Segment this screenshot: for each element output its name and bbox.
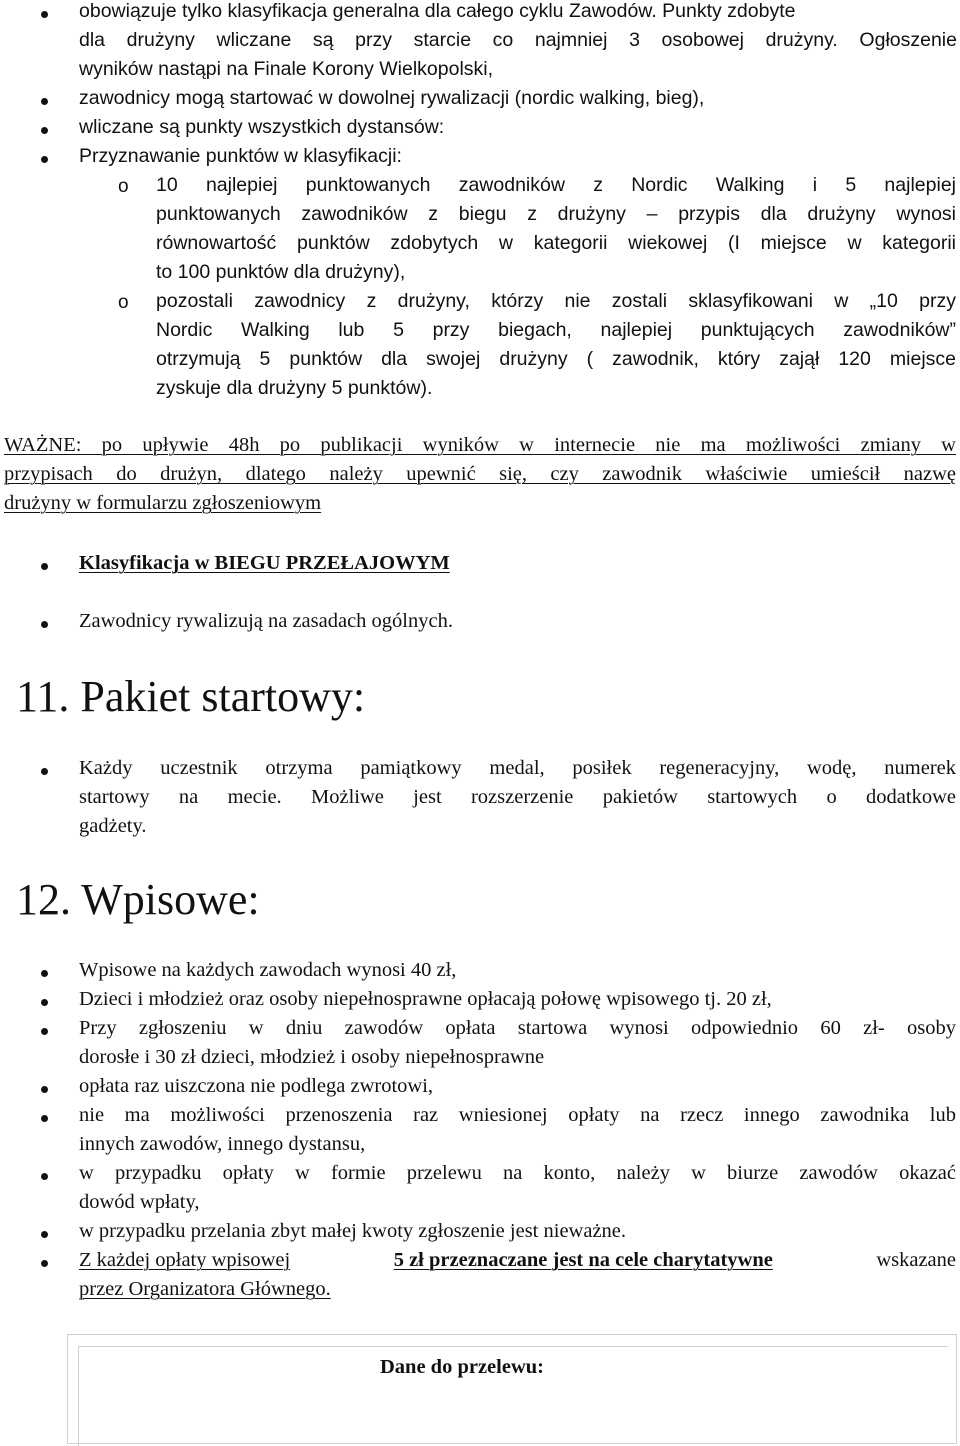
fee-item: innych zawodów, innego dystansu, [79,1133,366,1155]
section-11-text: startowy na mecie. Możliwe jest rozszerzenie pakietów startowych o dodatkowe [79,786,956,808]
bullet-icon [41,621,48,628]
bullet-icon [41,1260,48,1267]
fee-item: nie ma możliwości przenoszenia raz wniesionej opłaty na rzecz innego zawodnika lub [79,1104,956,1126]
fee-item: w przypadku przelania zbyt małej kwoty zgłoszenie jest nieważne. [79,1220,627,1242]
bullet-icon [41,563,48,570]
bullet-icon [41,98,48,105]
fee-item: w przypadku opłaty w formie przelewu na konto, należy w biurze zawodów okazać [79,1162,956,1184]
bullet-icon [41,1231,48,1238]
list-item-text: zawodnicy mogą startować w dowolnej rywalizacji (nordic walking, bieg), [79,87,705,109]
important-notice: drużyny w formularzu zgłoszeniowym [4,492,322,514]
charity-item: przez Organizatora Głównego. [79,1278,331,1300]
sub-list-item-text: punktowanych zawodników z biegu z drużyny – przypis dla drużyny wynosi [156,203,956,225]
bullet-icon [41,768,48,775]
sub-bullet-marker: o [118,176,129,197]
list-item-text: wyników nastąpi na Finale Korony Wielkopolski, [79,58,494,80]
charity-text: Z każdej opłaty wpisowej [79,1249,291,1271]
sub-list-item-text: równowartość punktów zdobytych w kategorii wiekowej (I miejsce w kategorii [156,232,956,254]
fee-item: Wpisowe na każdych zawodach wynosi 40 zł, [79,959,457,981]
fee-item: Dzieci i młodzież oraz osoby niepełnosprawne opłacają połowę wpisowego tj. 20 zł, [79,988,772,1010]
section-11-text: gadżety. [79,815,147,837]
list-item-text: obowiązuje tylko klasyfikacja generalna dla całego cyklu Zawodów. Punkty zdobyte [79,0,796,22]
section-12-heading: 12. Wpisowe: [16,875,260,924]
important-notice: przypisach do drużyn, dlatego należy upewnić się, czy zawodnik właściwie umieścił nazwę [4,463,956,485]
sub-bullet-marker: o [118,292,129,313]
bullet-icon [41,1086,48,1093]
sub-list-item-text: otrzymują 5 punktów dla swojej drużyny ( zawodnik, który zajął 120 miejsce [156,348,956,370]
fee-item: opłata raz uiszczona nie podlega zwrotowi, [79,1075,434,1097]
list-item-text: wliczane są punkty wszystkich dystansów: [79,116,445,138]
list-item-text: Przyznawanie punktów w klasyfikacji: [79,145,402,167]
sub-list-item-text: to 100 punktów dla drużyny), [156,261,406,283]
section-11-text: Każdy uczestnik otrzyma pamiątkowy medal, posiłek regeneracyjny, wodę, numerek [79,757,956,779]
section-11-heading: 11. Pakiet startowy: [16,672,366,721]
sub-list-item-text: 10 najlepiej punktowanych zawodników z Nordic Walking i 5 najlepiej [156,174,956,196]
bullet-icon [41,156,48,163]
transfer-box-title: Dane do przelewu: [380,1356,544,1378]
important-notice: WAŻNE: po upływie 48h po publikacji wyników w internecie nie ma możliwości zmiany w [4,434,956,456]
bullet-icon [41,127,48,134]
cross-country-text: Zawodnicy rywalizują na zasadach ogólnych. [79,610,453,632]
cross-country-title: Klasyfikacja w BIEGU PRZEŁAJOWYM [79,552,450,574]
charity-text-end: wskazane [876,1249,956,1271]
fee-item: dowód wpłaty, [79,1191,200,1213]
fee-item: Przy zgłoszeniu w dniu zawodów opłata startowa wynosi odpowiednio 60 zł- osoby [79,1017,956,1039]
fee-item: dorosłe i 30 zł dzieci, młodzież i osoby niepełnosprawne [79,1046,545,1068]
charity-amount: 5 zł przeznaczane jest na cele charytatywne [393,1249,773,1271]
bullet-icon [41,999,48,1006]
bullet-icon [41,970,48,977]
bullet-icon [41,11,48,18]
sub-list-item-text: pozostali zawodnicy z drużyny, którzy nie zostali sklasyfikowani w „10 przy [156,290,956,312]
charity-item [79,1246,956,1275]
bullet-icon [41,1028,48,1035]
list-item-text: dla drużyny wliczane są przy starcie co najmniej 3 osobowej drużyny. Ogłoszenie [79,29,957,51]
bullet-icon [41,1115,48,1122]
sub-list-item-text: Nordic Walking lub 5 przy biegach, najlepiej punktujących zawodników” [156,319,956,341]
bullet-icon [41,1173,48,1180]
sub-list-item-text: zyskuje dla drużyny 5 punktów). [156,377,433,399]
